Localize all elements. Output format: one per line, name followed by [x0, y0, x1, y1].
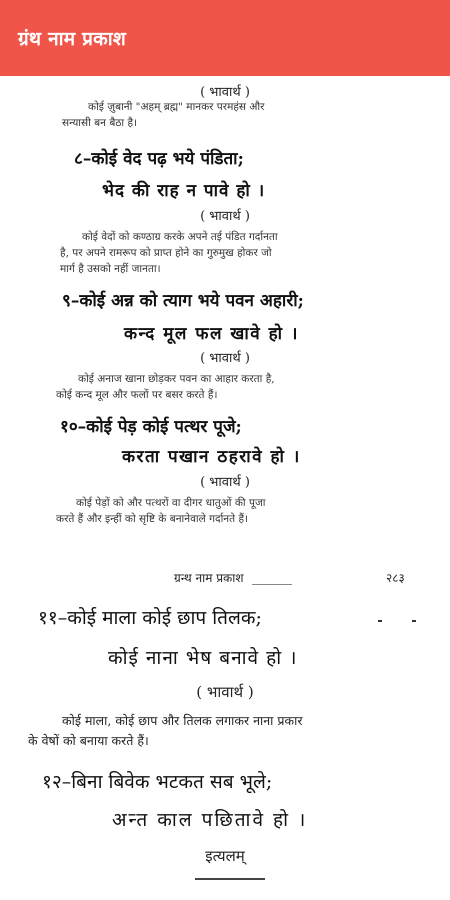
meaning-text: कोई अनाज खाना छोड़कर पवन का आहार करता है, [78, 373, 275, 385]
bhavarth-heading: ( भावार्थ ) [200, 85, 250, 100]
end-flourish [195, 878, 265, 880]
verse-line: कोई नाना भेष बनावे हो । [108, 647, 298, 669]
bhavarth-heading: ( भावार्थ ) [200, 475, 250, 490]
meaning-text: कोई माला, कोई छाप और तिलक लगाकर नाना प्रकार [62, 713, 303, 728]
meaning-text: मार्ग है उसको नहीं जानता। [60, 263, 161, 275]
meaning-text: कोई वेदों को कण्ठाग्र करके अपने तई पंडित गर्दानता [82, 231, 278, 243]
ink-dot [378, 620, 382, 622]
meaning-text: कोई पेड़ों को और पत्थरों वा दीगर धातुओं की पूजा [76, 497, 266, 509]
page-number: २८३ [386, 571, 405, 585]
meaning-text: करते हैं और इन्हीं को सृष्टि के बनानेवाले गर्दानते हैं। [56, 513, 249, 525]
running-title: ग्रन्थ नाम प्रकाश [174, 571, 244, 585]
verse-line: भेद की राह न पावे हो । [102, 181, 266, 201]
verse-line: करता पखान ठहरावे हो । [122, 447, 301, 467]
verse-line: ११–कोई माला कोई छाप तिलक; [38, 607, 262, 629]
meaning-text: है, पर अपने रामरूप को प्राप्त होने का गुरुमुख होकर जो [60, 247, 272, 259]
pencil-scribble [252, 584, 292, 585]
meaning-text: सन्यासी बन बैठा है। [62, 117, 138, 129]
verse-line: १०–कोई पेड़ कोई पत्थर पूजे; [60, 417, 242, 437]
bhavarth-heading: ( भावार्थ ) [200, 351, 250, 366]
app-title: ग्रंथ नाम प्रकाश [18, 28, 126, 50]
meaning-text: कोई ज़ुबानी "अहम् ब्रह्म" मानकर परमहंस और [88, 101, 265, 113]
meaning-text: के वेषों को बनाया करते हैं। [28, 733, 149, 748]
bhavarth-heading: ( भावार्थ ) [200, 209, 250, 224]
verse-line: कन्द मूल फल खावे हो । [124, 324, 299, 344]
verse-line: अन्त काल पछितावे हो । [112, 809, 308, 831]
verse-line: ८–कोई वेद पढ़ भये पंडिता; [74, 149, 244, 169]
verse-line: ९–कोई अन्न को त्याग भये पवन अहारी; [62, 291, 304, 311]
scanned-page-2 [0, 560, 450, 900]
verse-line: १२–बिना बिवेक भटकत सब भूले; [42, 771, 273, 793]
meaning-text: कोई कन्द मूल और फलों पर बसर करते हैं। [56, 389, 218, 401]
bhavarth-heading: ( भावार्थ ) [196, 683, 254, 701]
app-bar [0, 0, 450, 76]
ink-dot [412, 620, 416, 622]
end-mark: इत्यलम् [205, 847, 245, 865]
scanned-page-1 [0, 76, 450, 544]
